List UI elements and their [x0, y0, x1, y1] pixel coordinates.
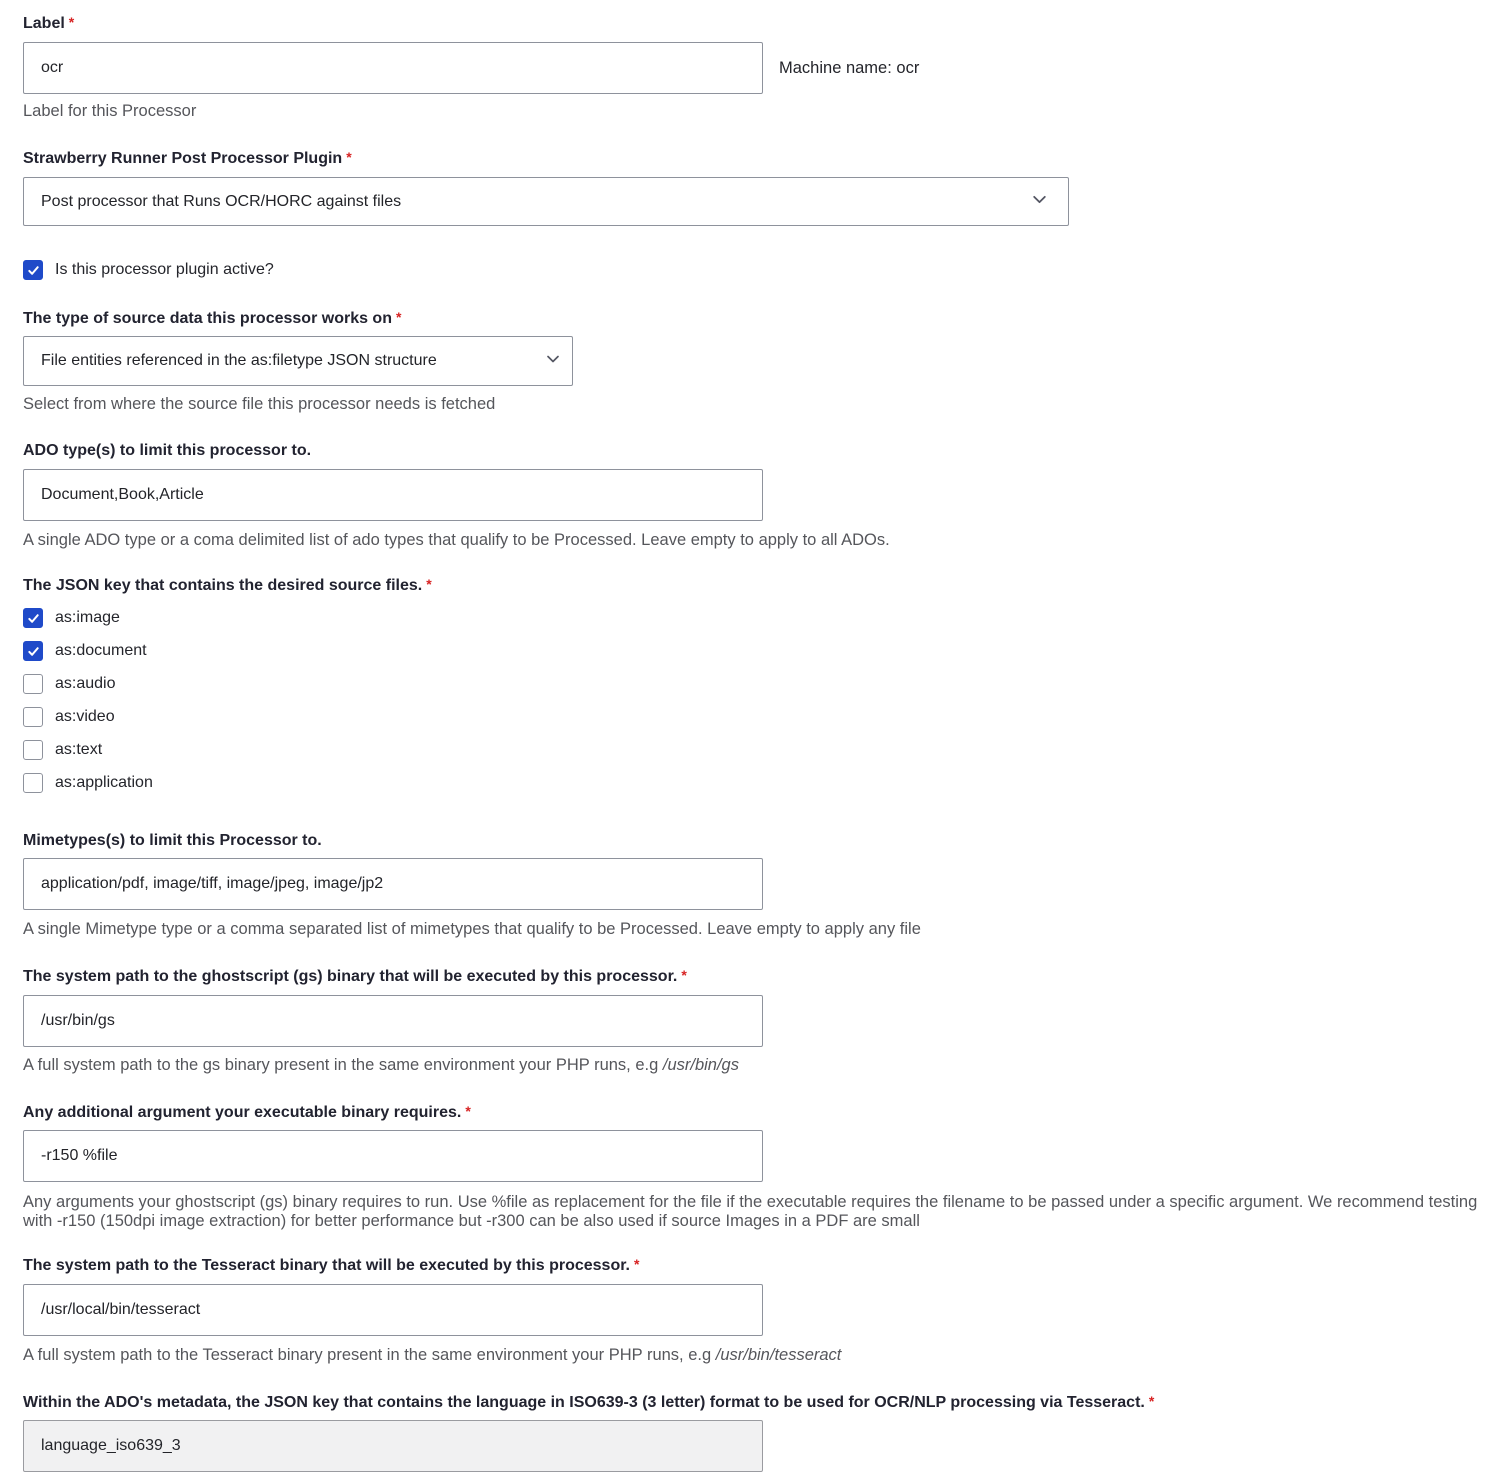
checkbox-label: as:text: [55, 741, 103, 758]
json-key-checkbox-audio[interactable]: [23, 674, 43, 694]
mimetypes-help-text: A single Mimetype type or a comma separated list of mimetypes that qualify to be Processed. Leave empty to apply any file: [23, 920, 921, 938]
json-key-option-video[interactable]: [23, 707, 1508, 727]
help-example-path: /usr/bin/gs: [662, 1056, 739, 1074]
label-text: The system path to the ghostscript (gs) binary that will be executed by this processor.: [23, 968, 678, 985]
label-text: The system path to the Tesseract binary that will be executed by this processor.: [23, 1257, 630, 1274]
label-input[interactable]: ocr: [23, 42, 763, 94]
label-input-row: [23, 42, 1508, 94]
language-key-input[interactable]: language_iso639_3: [23, 1420, 763, 1472]
tesseract-path-help-text: [23, 1346, 1503, 1365]
source-type-select-value: File entities referenced in the as:filetype JSON structure: [41, 352, 437, 369]
active-checkbox[interactable]: [23, 260, 43, 280]
label-help-text: Label for this Processor: [23, 102, 197, 120]
help-prefix: A full system path to the Tesseract binary present in the same environment your PHP runs, e.g: [23, 1346, 716, 1364]
mimetypes-input[interactable]: application/pdf, image/tiff, image/jpeg, image/jp2: [23, 858, 763, 910]
checkmark-icon: [27, 264, 40, 277]
label-text: ADO type(s) to limit this processor to.: [23, 442, 312, 459]
required-marker: *: [395, 309, 402, 325]
gs-path-input[interactable]: /usr/bin/gs: [23, 995, 763, 1047]
label-text: Label: [23, 15, 65, 32]
field-plugin: [23, 149, 1508, 226]
json-key-option-text[interactable]: [23, 740, 1508, 760]
required-marker: *: [465, 1103, 471, 1119]
label-text: Any additional argument your executable binary requires.: [23, 1104, 462, 1121]
field-tesseract-path: [23, 1256, 1508, 1365]
ado-types-input[interactable]: Document,Book,Article: [23, 469, 763, 521]
field-gs-path: [23, 967, 1508, 1075]
help-prefix: A full system path to the gs binary present in the same environment your PHP runs, e.g: [23, 1056, 663, 1074]
required-marker: *: [68, 14, 75, 30]
field-mimetypes: [23, 832, 1508, 939]
label-text: Strawberry Runner Post Processor Plugin: [23, 150, 343, 167]
checkmark-icon: [27, 612, 40, 625]
language-key-field-title: [23, 1393, 1508, 1412]
tesseract-path-field-title: [23, 1256, 1508, 1275]
field-language-key: [23, 1393, 1508, 1472]
json-key-checkbox-text[interactable]: [23, 740, 43, 760]
active-checkbox-row[interactable]: [23, 260, 1508, 280]
checkbox-label: as:document: [55, 642, 147, 659]
json-keys-field-title: [23, 576, 1508, 595]
required-marker: *: [1148, 1393, 1155, 1409]
plugin-field-title: [23, 149, 1508, 168]
tesseract-path-input[interactable]: /usr/local/bin/tesseract: [23, 1284, 763, 1336]
required-marker: *: [346, 149, 352, 165]
gs-args-help-text: Any arguments your ghostscript (gs) binary requires to run. Use %file as replacement for the file if the executable requires the filename to be passed under a specific argument. We recommend testing with -r150 (150dpi image extraction) for better performance but -r300 can be also used if source Images in a PDF are small: [23, 1193, 1478, 1230]
json-key-checkbox-video[interactable]: [23, 707, 43, 727]
checkbox-label: as:application: [55, 774, 153, 791]
active-checkbox-label: Is this processor plugin active?: [55, 261, 274, 278]
plugin-select-value: Post processor that Runs OCR/HORC against files: [41, 192, 402, 210]
gs-path-help-text: [23, 1056, 1503, 1075]
machine-name-text: Machine name: ocr: [779, 58, 920, 77]
field-source-type: [23, 309, 1508, 414]
checkmark-icon: [27, 645, 40, 658]
required-marker: *: [634, 1256, 640, 1272]
checkbox-label: as:video: [55, 708, 115, 725]
label-text: The JSON key that contains the desired source files.: [23, 577, 423, 594]
checkbox-label: as:audio: [55, 675, 116, 692]
plugin-select[interactable]: [23, 177, 1069, 226]
label-text: The type of source data this processor works on: [23, 310, 392, 327]
required-marker: *: [681, 967, 687, 983]
chevron-down-icon: [1031, 191, 1048, 213]
checkbox-label: as:image: [55, 609, 120, 626]
label-field-title: [23, 14, 1508, 33]
label-text: Within the ADO's metadata, the JSON key that contains the language in ISO639-3 (3 letter) format to be used for OCR/NLP processing via Tesseract.: [23, 1394, 1145, 1411]
field-json-keys: [23, 576, 1508, 793]
json-key-option-application[interactable]: [23, 773, 1508, 793]
source-type-select[interactable]: [23, 336, 573, 386]
json-key-checkbox-application[interactable]: [23, 773, 43, 793]
field-ado-types: [23, 442, 1508, 550]
gs-args-field-title: [23, 1103, 1508, 1122]
source-type-field-title: [23, 309, 1508, 328]
label-text: Mimetypes(s) to limit this Processor to.: [23, 832, 322, 849]
ado-types-help-text: A single ADO type or a coma delimited list of ado types that qualify to be Processed. Leave empty to apply to all ADOs.: [23, 531, 890, 549]
ado-types-field-title: [23, 442, 1508, 460]
json-key-option-image[interactable]: [23, 608, 1508, 628]
required-marker: *: [426, 576, 432, 592]
mimetypes-field-title: [23, 832, 1508, 850]
json-key-option-document[interactable]: [23, 641, 1508, 661]
source-type-help-text: Select from where the source file this processor needs is fetched: [23, 395, 496, 413]
json-key-option-audio[interactable]: [23, 674, 1508, 694]
field-gs-args: [23, 1103, 1508, 1231]
help-example-path: /usr/bin/tesseract: [715, 1346, 842, 1364]
json-key-checkbox-document[interactable]: [23, 641, 43, 661]
gs-args-input[interactable]: -r150 %file: [23, 1130, 763, 1182]
gs-path-field-title: [23, 967, 1508, 986]
field-label: [23, 14, 1508, 121]
json-key-checkbox-image[interactable]: [23, 608, 43, 628]
chevron-down-icon: [545, 351, 561, 372]
